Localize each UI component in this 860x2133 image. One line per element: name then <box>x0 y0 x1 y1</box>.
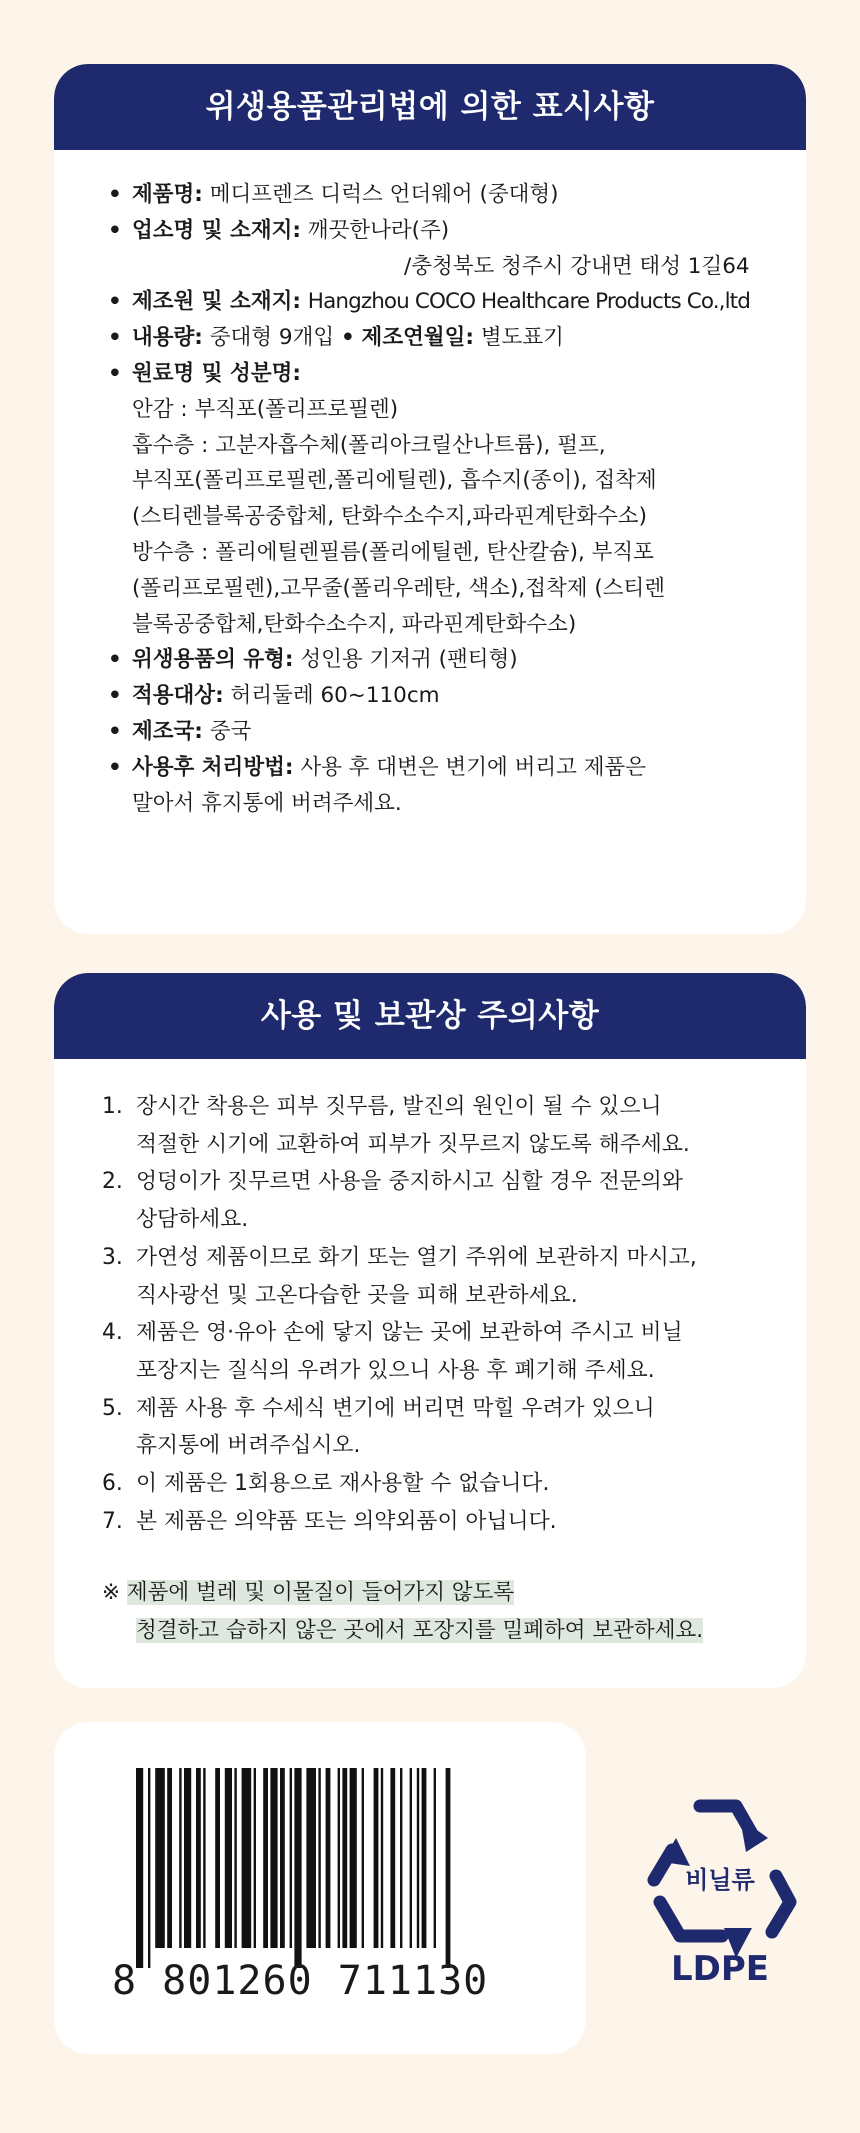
barcode-bar <box>234 1768 236 1948</box>
barcode-bar <box>263 1768 268 1948</box>
precaution-item-cont <box>102 1277 792 1315</box>
ingredients-row <box>108 356 788 392</box>
storage-note-line <box>102 1612 703 1650</box>
barcode-bar <box>280 1768 285 1948</box>
barcode-bar <box>196 1768 201 1948</box>
barcode-bar <box>203 1768 205 1948</box>
precautions-list <box>102 1088 792 1540</box>
barcode-bar <box>350 1768 357 1948</box>
labeling-info-header: 위생용품관리법에 의한 표시사항 <box>54 64 806 150</box>
ingredient-line: 방수층 : 폴리에틸렌필름(폴리에틸렌, 탄산칼슘), 부직포 <box>132 539 654 565</box>
item-line: 제품은 영·유아 손에 닿지 않는 곳에 보관하여 주시고 비닐 <box>136 1320 683 1346</box>
item-line: 직사광선 및 고온다습한 곳을 피해 보관하세요. <box>136 1282 578 1308</box>
barcode-bar <box>294 1768 301 1968</box>
item-line: 장시간 착용은 피부 짓무름, 발진의 원인이 될 수 있으니 <box>136 1094 662 1119</box>
item-number: 6. <box>102 1471 123 1497</box>
barcode-bar <box>400 1768 402 1948</box>
manufacture-date-label: 제조연월일: <box>361 325 474 351</box>
precaution-item <box>102 1465 792 1503</box>
bullet: • <box>108 325 122 351</box>
barcode-bar <box>410 1768 412 1948</box>
ingredient-line: (스티렌블록공중합체, 탄화수소수지,파라핀계탄화수소) <box>132 504 647 530</box>
business-row <box>108 213 788 249</box>
item-line: 제품 사용 후 수세식 변기에 버리면 막힐 우려가 있으니 <box>136 1395 655 1421</box>
storage-note-line <box>102 1574 703 1612</box>
note-text: 청결하고 습하지 않은 곳에서 포장지를 밀폐하여 보관하세요. <box>136 1617 704 1643</box>
country-value: 중국 <box>209 718 252 744</box>
country-label: 제조국: <box>132 718 203 744</box>
content-label: 내용량: <box>132 325 203 351</box>
storage-note <box>102 1574 703 1649</box>
precaution-item <box>102 1163 792 1201</box>
barcode-image <box>112 1768 532 1968</box>
ingredient-line: 부직포(폴리프로필렌,폴리에틸렌), 흡수지(종이), 접착제 <box>132 468 657 494</box>
item-line: 엉덩이가 짓무르면 사용을 중지하시고 심할 경우 전문의와 <box>136 1169 683 1195</box>
recycle-label: 비닐류 <box>685 1866 755 1894</box>
business-address: /충청북도 청주시 강내면 태성 1길64 <box>404 253 750 279</box>
barcode-bar <box>362 1768 364 1948</box>
labeling-info-list <box>108 177 788 821</box>
target-value: 허리둘레 60~110cm <box>230 683 440 709</box>
precaution-item-cont <box>102 1427 792 1465</box>
content-value: 중대형 9개입 <box>209 325 335 351</box>
barcode-bar <box>254 1768 256 1948</box>
barcode-bar <box>225 1768 232 1948</box>
type-row <box>108 642 788 678</box>
target-label: 적용대상: <box>132 683 224 709</box>
labeling-info-card <box>54 64 806 934</box>
precaution-item-cont <box>102 1126 792 1164</box>
item-line: 상담하세요. <box>136 1207 249 1233</box>
country-row <box>108 714 788 750</box>
barcode-bar <box>422 1768 427 1948</box>
precaution-item <box>102 1088 792 1126</box>
bullet: • <box>108 182 122 207</box>
barcode-bar <box>242 1768 252 1948</box>
item-number: 5. <box>102 1395 123 1421</box>
ingredient-line: 블록공중합체,탄화수소수지, 파라핀계탄화수소) <box>132 611 577 637</box>
barcode-bar <box>290 1768 292 1948</box>
precaution-item-cont <box>102 1352 792 1390</box>
item-line: 이 제품은 1회용으로 재사용할 수 없습니다. <box>136 1471 550 1497</box>
recycle-vinyl-icon <box>636 1780 804 1990</box>
ingredient-line: (폴리프로필렌),고무줄(폴리우레탄, 색소),접착제 (스티렌 <box>132 575 666 601</box>
disposal-value-cont: 말아서 휴지통에 버려주세요. <box>132 790 402 816</box>
precautions-card <box>54 973 806 1688</box>
target-row <box>108 678 788 714</box>
item-line: 본 제품은 의약품 또는 의약외품이 아닙니다. <box>136 1508 557 1534</box>
barcode-bar <box>446 1768 451 1968</box>
bullet: • <box>108 754 122 780</box>
bullet: • <box>108 683 122 709</box>
barcode-bar <box>270 1768 277 1948</box>
barcode-bar <box>184 1768 191 1948</box>
ingredient-line: 흡수층 : 고분자흡수체(폴리아크릴산나트륨), 펄프, <box>132 432 606 458</box>
barcode-card <box>54 1722 586 2054</box>
barcode-bar <box>342 1768 347 1948</box>
barcode-bar <box>148 1768 150 1968</box>
item-line: 휴지통에 버려주십시오. <box>136 1433 361 1459</box>
precaution-item <box>102 1390 792 1428</box>
precautions-header: 사용 및 보관상 주의사항 <box>54 973 806 1059</box>
precaution-item <box>102 1503 792 1541</box>
item-number: 7. <box>102 1508 123 1534</box>
bullet: • <box>108 217 122 243</box>
note-text: 제품에 벌레 및 이물질이 들어가지 않도록 <box>126 1580 515 1605</box>
bullet: • <box>108 718 122 744</box>
barcode-bar <box>136 1768 143 1968</box>
barcode-bar <box>326 1768 331 1948</box>
barcode-bar <box>338 1768 340 1948</box>
product-name-row <box>108 177 788 213</box>
manufacturer-value: Hangzhou COCO Healthcare Products Co.,ltd <box>307 289 750 315</box>
barcode-number: 8 801260 711130 <box>112 1958 489 2004</box>
barcode-bar <box>417 1768 419 1948</box>
item-line: 적절한 시기에 교환하여 피부가 짓무르지 않도록 해주세요. <box>136 1131 690 1157</box>
disposal-value: 사용 후 대변은 변기에 버리고 제품은 <box>300 754 647 780</box>
barcode-bar <box>167 1768 172 1948</box>
manufacture-date-value: 별도표기 <box>480 325 564 351</box>
bullet: • <box>108 647 122 673</box>
item-number: 4. <box>102 1320 123 1346</box>
barcode-bar <box>215 1768 220 1948</box>
product-name-label: 제품명: <box>132 182 203 207</box>
bullet: • <box>340 325 355 351</box>
type-value: 성인용 기저귀 (팬티형) <box>300 647 518 673</box>
ingredient-line: 안감 : 부직포(폴리프로필렌) <box>132 396 399 422</box>
precaution-item <box>102 1314 792 1352</box>
barcode-bar <box>390 1768 395 1948</box>
barcode-bar <box>374 1768 379 1948</box>
item-line: 포장지는 질식의 우려가 있으니 사용 후 폐기해 주세요. <box>136 1357 655 1383</box>
note-mark: ※ <box>102 1580 121 1605</box>
precaution-item <box>102 1239 792 1277</box>
barcode-bar <box>306 1768 316 1948</box>
precaution-item-cont <box>102 1201 792 1239</box>
manufacturer-row <box>108 284 788 320</box>
product-name-value: 메디프렌즈 디럭스 언더웨어 (중대형) <box>209 182 559 207</box>
business-label: 업소명 및 소재지: <box>132 217 301 243</box>
business-value: 깨끗한나라(주) <box>307 217 450 243</box>
bullet: • <box>108 289 122 315</box>
type-label: 위생용품의 유형: <box>132 647 294 673</box>
content-row <box>108 320 788 356</box>
item-number: 3. <box>102 1244 123 1270</box>
disposal-row <box>108 750 788 786</box>
item-number: 2. <box>102 1169 123 1195</box>
barcode-bar <box>318 1768 320 1948</box>
item-line: 가연성 제품이므로 화기 또는 열기 주위에 보관하지 마시고, <box>136 1244 697 1270</box>
manufacturer-label: 제조원 및 소재지: <box>132 289 301 315</box>
ingredients-label: 원료명 및 성분명: <box>132 360 301 386</box>
barcode-bar <box>179 1768 181 1948</box>
item-number: 1. <box>102 1094 123 1119</box>
barcode-bar <box>434 1768 436 1948</box>
disposal-label: 사용후 처리방법: <box>132 754 294 780</box>
bullet: • <box>108 360 122 386</box>
barcode-bar <box>155 1768 165 1948</box>
recycle-material: LDPE <box>670 1949 770 1989</box>
barcode-bar <box>381 1768 383 1948</box>
